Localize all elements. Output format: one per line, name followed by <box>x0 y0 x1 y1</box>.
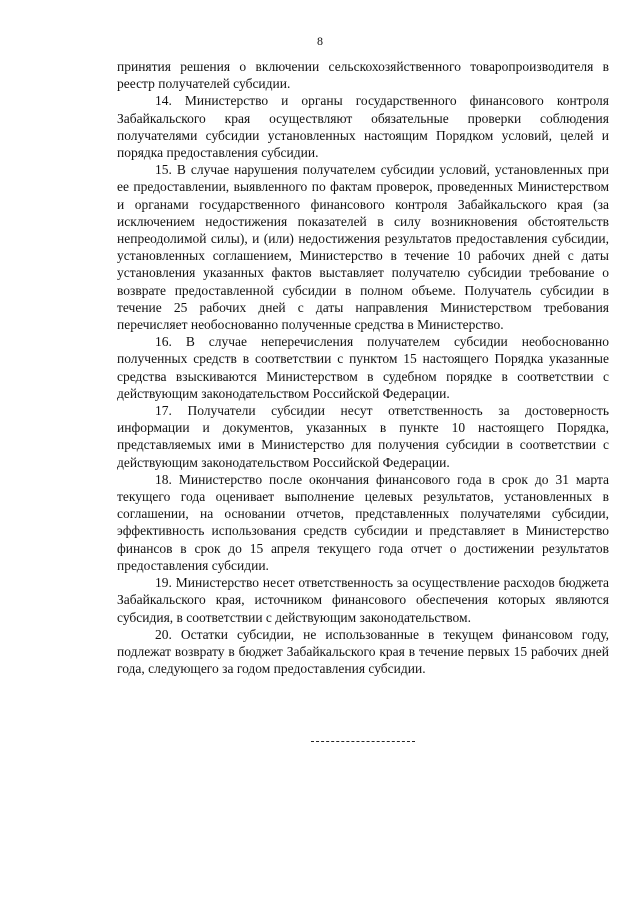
paragraph-16: 16. В случае неперечисления получателем субсидии необоснованно полученных средств в соответствии с пунктом 15 настоящего Порядка указанные средства взыскиваются Министерством в судебном порядке в соответствии с действующим законодательством Российской Федерации. <box>117 334 609 401</box>
document-body <box>117 58 609 677</box>
paragraph-continuation: принятия решения о включении сельскохозяйственного товаропроизводителя в реестр получателей субсидии. <box>117 59 609 92</box>
paragraph-14: 14. Министерство и органы государственного финансового контроля Забайкальского края осуществляют обязательные проверки соблюдения получателями субсидии установленных настоящим Порядком условий, целей и порядка предоставления субсидии. <box>117 93 609 161</box>
paragraph-20: 20. Остатки субсидии, не использованные в текущем финансовом году, подлежат возврату в бюджет Забайкальского края в течение первых 15 рабочих дней года, следующего за годом предоставления субсидии. <box>117 626 609 677</box>
paragraph-15: 15. В случае нарушения получателем субсидии условий, установленных при ее предоставлении, выявленного по фактам проверок, проведенных Министерством и органами государственного финансового контроля Забайкальского края (за исключением недостижения показателей в силу возникновения обстоятельств непреодолимой силы), и (или) недостижения результатов предоставления субсидии, установленных соглашением, Министерство в течение 10 рабочих дней с даты установления указанных фактов выставляет получателю субсидии требование о возврате предоставленной субсидии в полном объеме. Получатель субсидии в течение 25 рабочих дней с даты направления Министерством требования перечисляет необоснованно полученные средства в Министерство. <box>117 162 609 333</box>
document-end-divider <box>311 741 415 742</box>
page-number: 8 <box>317 34 323 48</box>
paragraph-17: 17. Получатели субсидии несут ответственность за достоверность информации и документов, указанных в пункте 10 настоящего Порядка, представляемых ими в Министерство для получения субсидии в соответствии с действующим законодательством Российской Федерации. <box>117 403 609 470</box>
paragraph-18: 18. Министерство после окончания финансового года в срок до 31 марта текущего года оценивает выполнение целевых результатов, установленных в соглашении, на основании отчетов, представленных получателями субсидии, эффективность использования средств субсидии и представляет в Министерство финансов в срок до 15 апреля текущего года отчет о достижении результатов предоставления субсидии. <box>117 471 609 573</box>
paragraph-19: 19. Министерство несет ответственность за осуществление расходов бюджета Забайкальского края, источником финансового обеспечения которых являются субсидия, в соответствии с действующим законодательством. <box>117 575 609 625</box>
